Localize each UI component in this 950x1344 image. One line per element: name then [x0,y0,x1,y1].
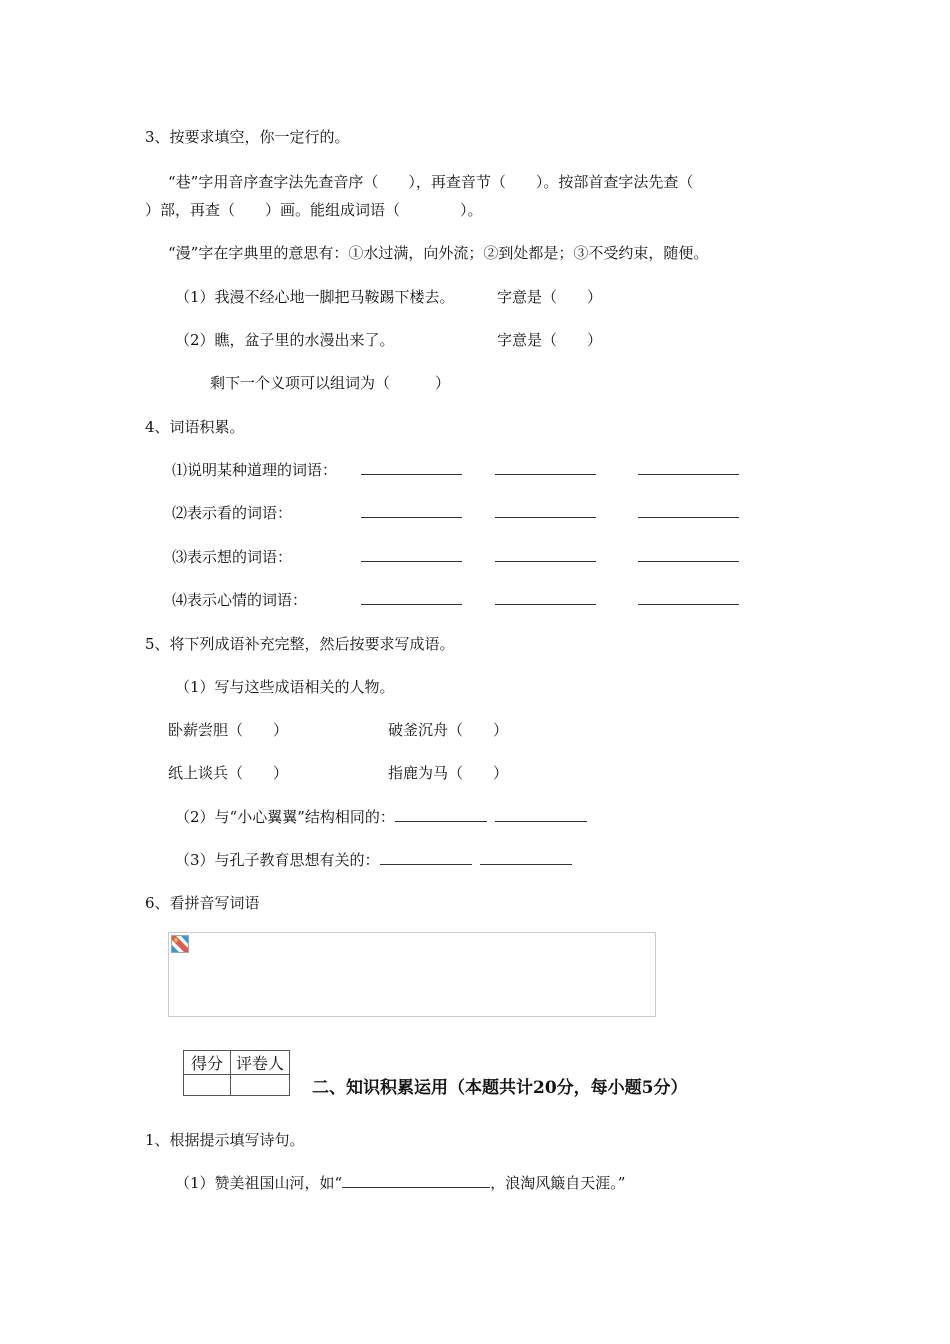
answer-blank[interactable] [380,850,472,865]
q5-sub3: （3）与孔子教育思想有关的： [175,850,572,870]
q4-item-4: ⑷表示心情的词语： [172,591,308,609]
q4-title: 4、词语积累。 [145,418,245,436]
q5-title: 5、将下列成语补充完整，然后按要求写成语。 [145,635,455,653]
answer-blank[interactable] [495,590,596,605]
q3-item1-meaning: 字意是（ ） [497,288,603,306]
q3-line3: “漫”字在字典里的意思有：①水过满，向外流；②到处都是；③不受约束，随便。 [168,244,709,262]
section2-q1-title: 1、根据提示填写诗句。 [145,1131,305,1149]
q5-sub2: （2）与“小心翼翼”结构相同的： [175,807,587,827]
score-cell[interactable] [184,1075,231,1096]
q5-idiom-4: 指鹿为马（ ） [388,764,509,782]
answer-blank[interactable] [495,460,596,475]
pinyin-image-frame [168,932,656,1017]
q3-line1: “巷”字用音序查字法先查音序（ ），再查音节（ ）。按部首查字法先查（ [168,173,694,191]
answer-blank[interactable] [495,807,587,822]
q4-item-4-blanks [361,590,739,610]
q4-item-1-blanks [361,460,739,480]
q3-item1: （1）我漫不经心地一脚把马鞍踢下楼去。 [175,288,455,306]
answer-blank[interactable] [495,503,596,518]
score-header: 得分 [184,1051,231,1075]
answer-blank[interactable] [342,1173,490,1188]
answer-blank[interactable] [361,590,462,605]
answer-blank[interactable] [361,547,462,562]
answer-blank[interactable] [638,590,739,605]
broken-image-icon [171,935,189,953]
q6-title: 6、看拼音写词语 [145,894,260,912]
q3-line2: ）部，再查（ ）画。能组成词语（ ）。 [145,201,483,219]
q4-item-2-blanks [361,503,739,523]
q4-item-2: ⑵表示看的词语： [172,504,293,522]
q5-idiom-3: 纸上谈兵（ ） [168,764,289,782]
q3-title: 3、按要求填空，你一定行的。 [145,128,350,146]
section2-title: 二、知识积累运用（本题共计20分，每小题5分） [312,1078,688,1098]
q3-remaining: 剩下一个义项可以组词为（ ） [210,374,451,392]
q4-item-1: ⑴说明某种道理的词语： [172,461,338,479]
grader-cell[interactable] [231,1075,290,1096]
q3-item2: （2）瞧，盆子里的水漫出来了。 [175,331,395,349]
answer-blank[interactable] [361,460,462,475]
section2-q1-item1: （1）赞美祖国山河，如“ ，浪淘风簸自天涯。” [175,1174,626,1192]
answer-blank[interactable] [638,460,739,475]
q4-item-3: ⑶表示想的词语： [172,548,293,566]
grader-header: 评卷人 [231,1051,290,1075]
q3-item2-meaning: 字意是（ ） [497,331,603,349]
score-table [183,1050,290,1096]
answer-blank[interactable] [638,547,739,562]
answer-blank[interactable] [480,850,572,865]
answer-blank[interactable] [638,503,739,518]
answer-blank[interactable] [395,807,487,822]
answer-blank[interactable] [361,503,462,518]
q5-idiom-1: 卧薪尝胆（ ） [168,721,289,739]
q5-sub1: （1）写与这些成语相关的人物。 [175,678,395,696]
answer-blank[interactable] [495,547,596,562]
q4-item-3-blanks [361,547,739,567]
q5-idiom-2: 破釜沉舟（ ） [388,721,509,739]
